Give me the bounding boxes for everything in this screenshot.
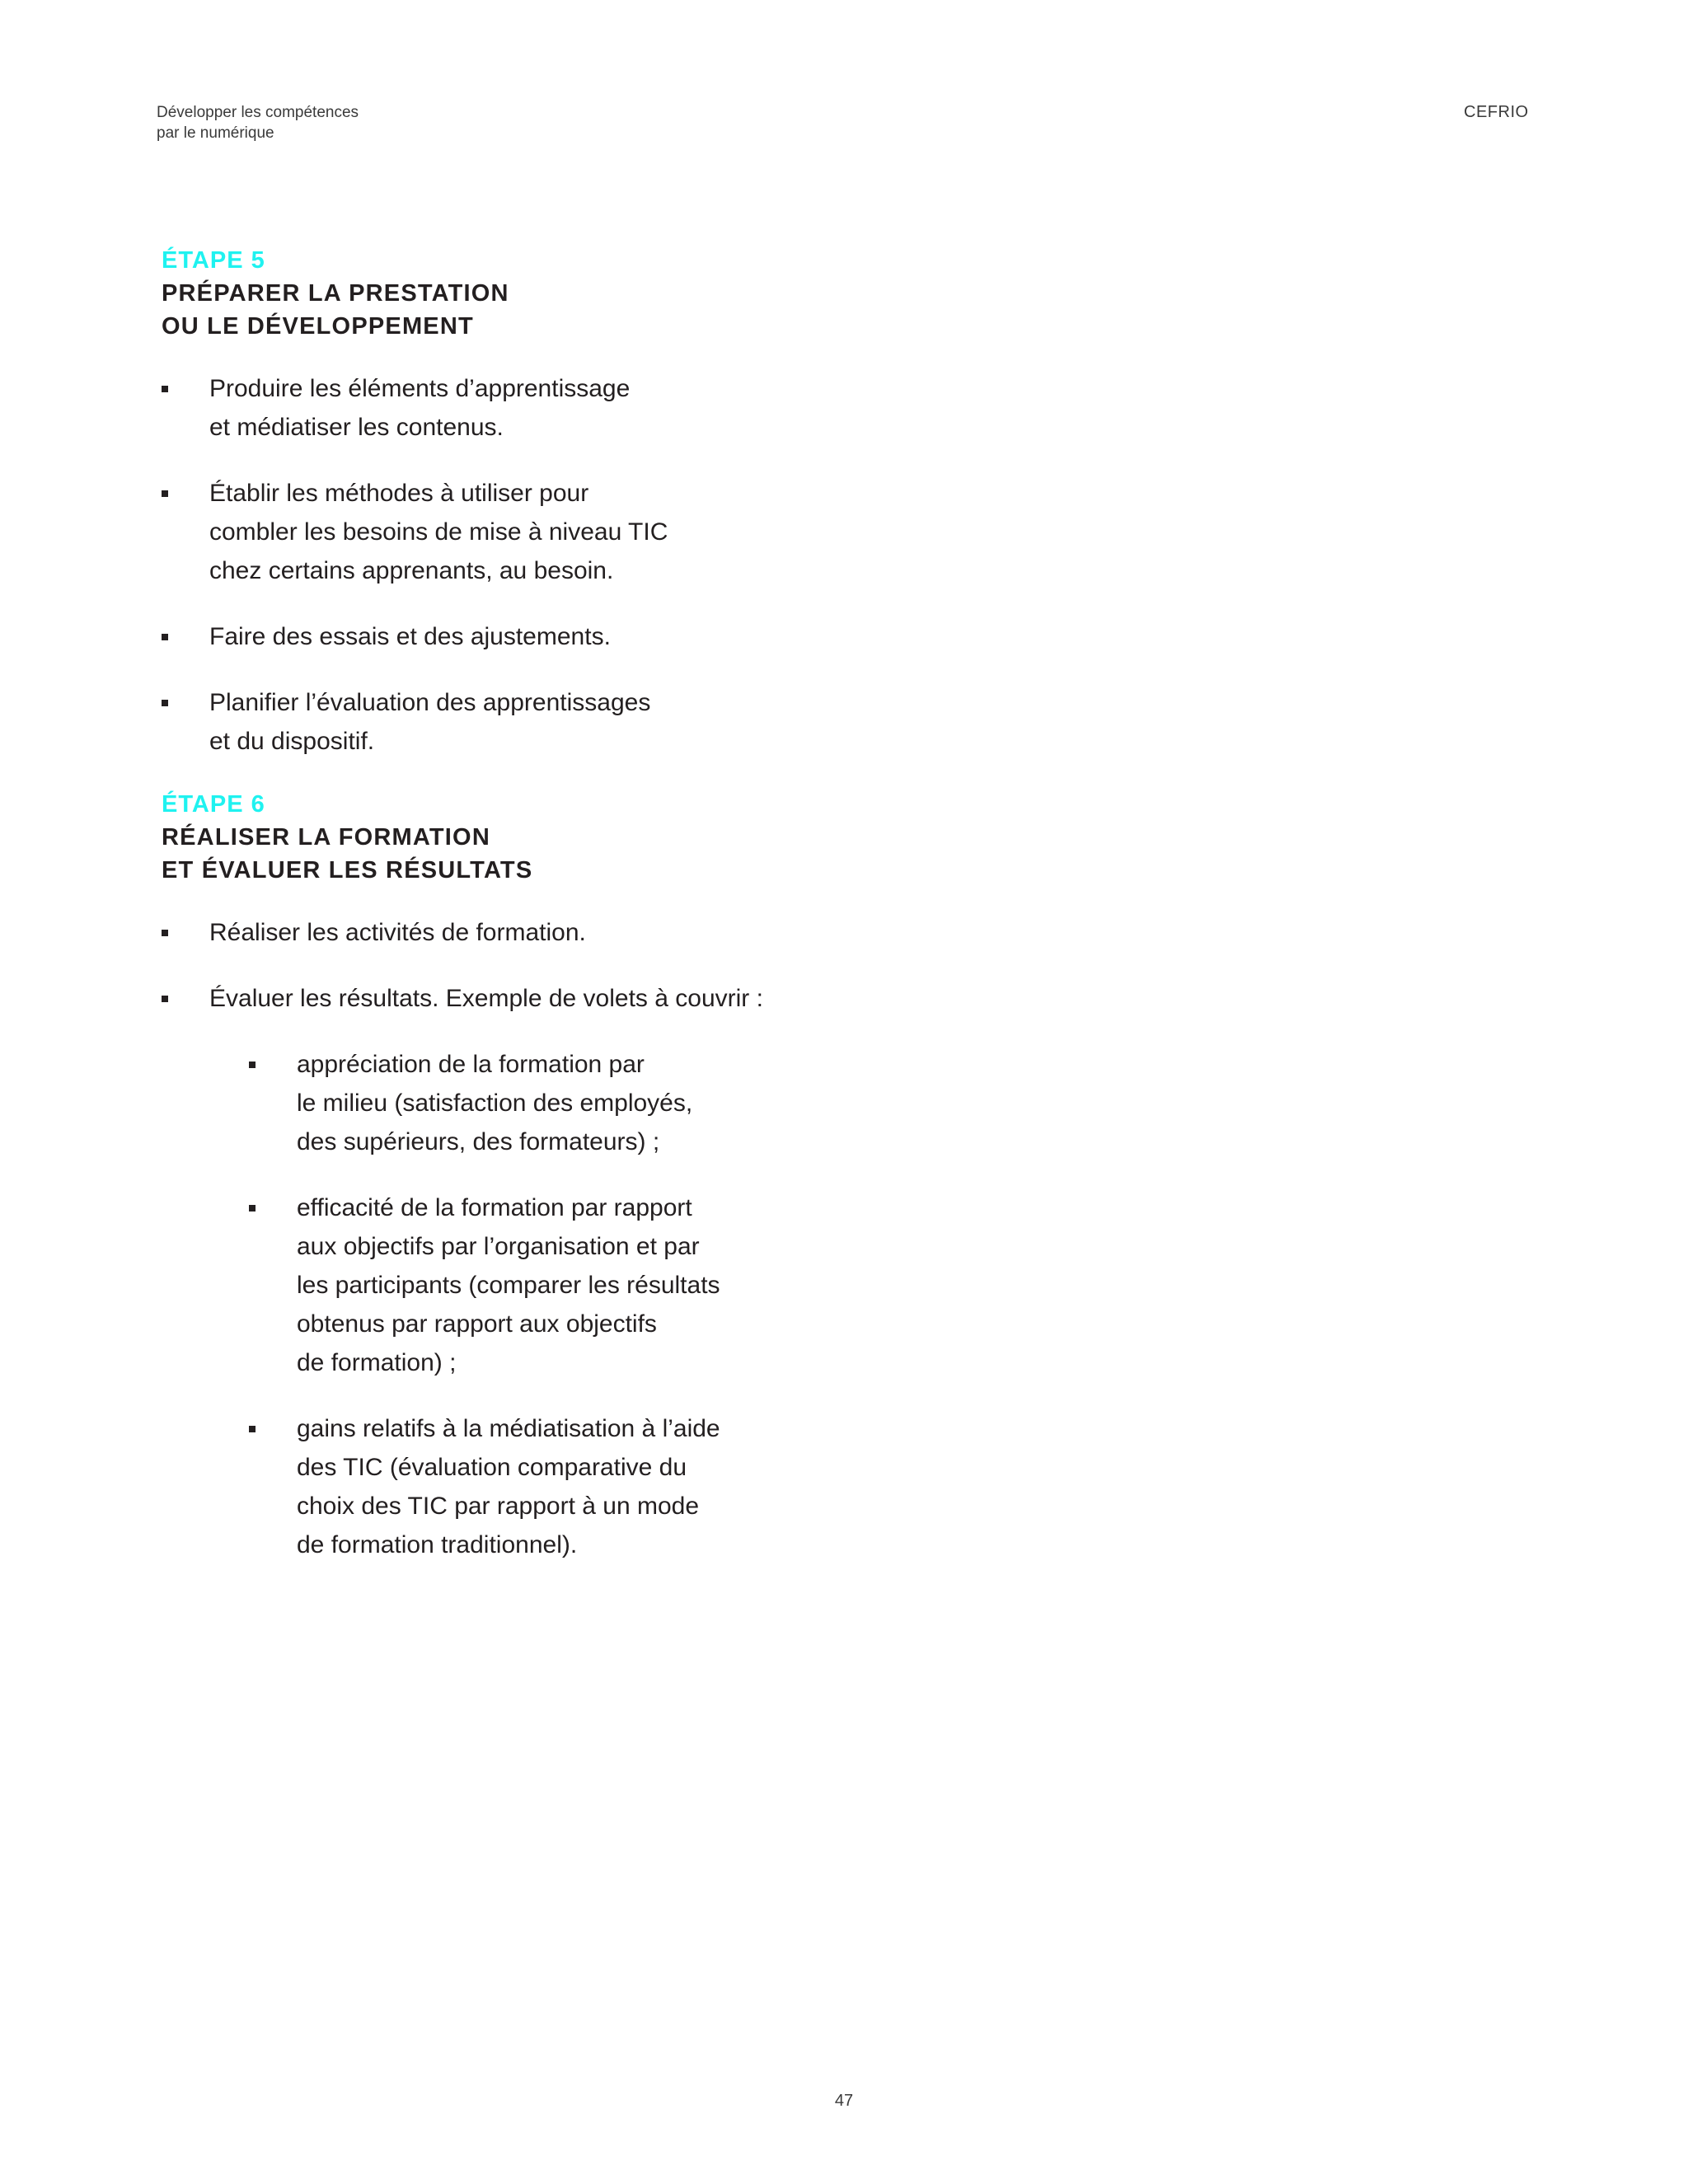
square-bullet-icon [162, 930, 168, 936]
list-item-line: de formation) ; [297, 1349, 457, 1376]
step-5-title-line: PRÉPARER LA PRESTATION [162, 280, 509, 307]
step-5-bullet-list [162, 369, 903, 761]
list-item-line: de formation traditionnel). [297, 1531, 578, 1558]
running-head-line: Développer les compétences [157, 104, 359, 121]
step-5-section [162, 244, 903, 761]
list-item-line: des TIC (évaluation comparative du [297, 1454, 687, 1481]
square-bullet-icon [249, 1426, 256, 1432]
square-bullet-icon [249, 1205, 256, 1212]
list-item-line: le milieu (satisfaction des employés, [297, 1090, 693, 1117]
step-6-label: ÉTAPE 6 [162, 791, 265, 818]
list-item-line: Réaliser les activités de formation. [209, 919, 586, 946]
list-item-line: et du dispositif. [209, 728, 375, 755]
sub-list-item [249, 1409, 903, 1564]
list-item [162, 369, 903, 447]
step-6-bullet-list [162, 913, 903, 1018]
step-5-title-line: OU LE DÉVELOPPEMENT [162, 313, 474, 340]
list-item-line: obtenus par rapport aux objectifs [297, 1310, 657, 1338]
list-item-line: des supérieurs, des formateurs) ; [297, 1128, 660, 1155]
square-bullet-icon [162, 386, 168, 392]
list-item-line: Établir les méthodes à utiliser pour [209, 480, 589, 507]
list-item [162, 979, 903, 1018]
list-item-line: et médiatiser les contenus. [209, 414, 504, 441]
list-item [162, 474, 903, 590]
running-head-line: par le numérique [157, 124, 274, 142]
square-bullet-icon [162, 996, 168, 1002]
running-head-publisher: CEFRIO [1464, 103, 1529, 121]
page-number: 47 [834, 2092, 854, 2110]
list-item [162, 913, 903, 952]
square-bullet-icon [162, 634, 168, 640]
list-item-line: chez certains apprenants, au besoin. [209, 557, 614, 584]
list-item-line: appréciation de la formation par [297, 1051, 645, 1078]
step-5-label: ÉTAPE 5 [162, 247, 265, 274]
list-item-line: gains relatifs à la médiatisation à l’aide [297, 1415, 720, 1442]
list-item-line: Évaluer les résultats. Exemple de volets à couvrir : [209, 985, 763, 1012]
list-item-line: combler les besoins de mise à niveau TIC [209, 518, 668, 546]
step-6-title-line: ET ÉVALUER LES RÉSULTATS [162, 857, 533, 883]
list-item-line: aux objectifs par l’organisation et par [297, 1233, 700, 1260]
square-bullet-icon [162, 700, 168, 706]
list-item-line: efficacité de la formation par rapport [297, 1194, 692, 1221]
main-content [162, 244, 903, 1591]
list-item-line: les participants (comparer les résultats [297, 1272, 720, 1299]
list-item [162, 683, 903, 761]
list-item [162, 617, 903, 656]
sub-list-item [249, 1188, 903, 1382]
step-6-section [162, 788, 903, 1564]
running-head-document-title [157, 102, 359, 143]
list-item-line: Produire les éléments d’apprentissage [209, 375, 631, 402]
list-item-line: Faire des essais et des ajustements. [209, 623, 611, 650]
list-item-line: Planifier l’évaluation des apprentissages [209, 689, 651, 716]
list-item-line: choix des TIC par rapport à un mode [297, 1493, 700, 1520]
sub-list-item [249, 1045, 903, 1161]
step-6-title [162, 821, 903, 887]
step-6-title-line: RÉALISER LA FORMATION [162, 824, 490, 851]
square-bullet-icon [162, 490, 168, 497]
step-6-sub-bullet-list [162, 1045, 903, 1564]
step-5-title [162, 277, 903, 343]
square-bullet-icon [249, 1062, 256, 1068]
